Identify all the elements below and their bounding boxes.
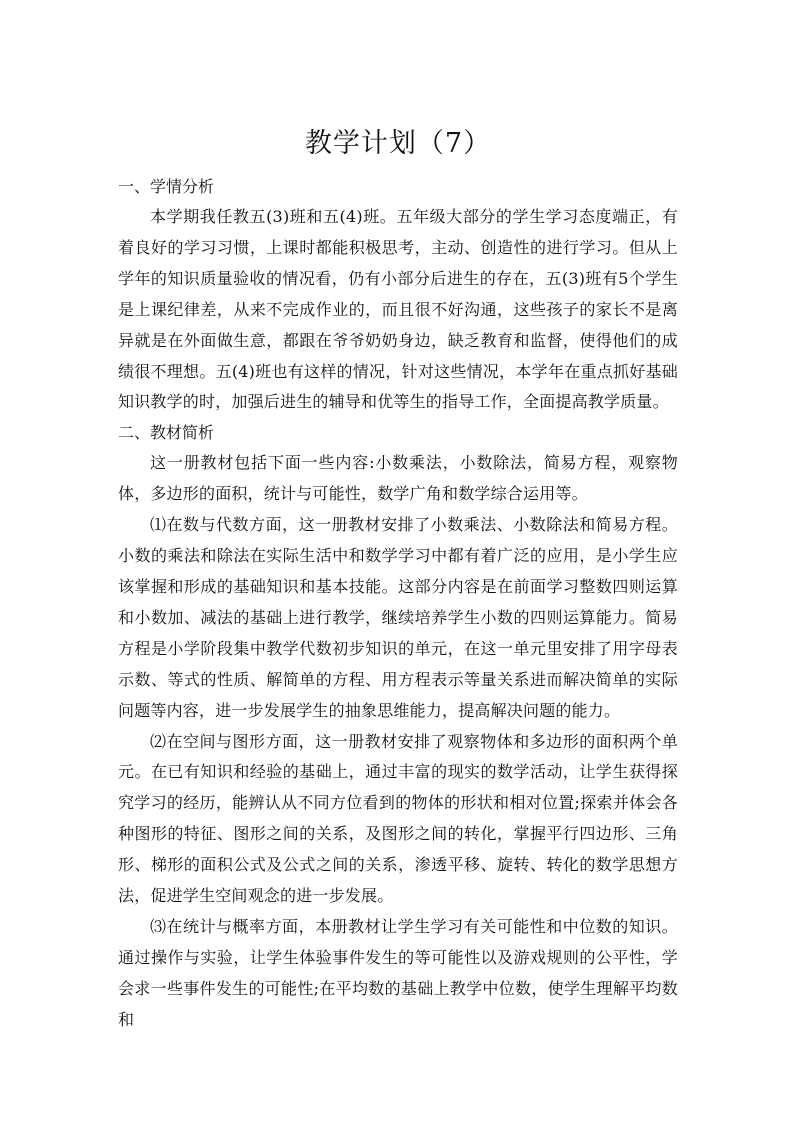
section-heading: 二、教材简析	[118, 423, 215, 443]
document-page	[118, 122, 678, 1036]
paragraph: ⑴在数与代数方面，这一册教材安排了小数乘法、小数除法和简易方程。小数的乘法和除法在实际生活中和数学学习中都有着广泛的应用，是小学生应该掌握和形成的基础知识和基本技能。这部分内容是在前面学习整数四则运算和小数加、减法的基础上进行教学，继续培养学生小数的四则运算能力。简易方程是小学阶段集中教学代数初步知识的单元，在这一单元里安排了用字母表示数、等式的性质、解简单的方程、用方程表示等量关系进而解决简单的实际问题等内容，进一步发展学生的抽象思维能力，提高解决问题的能力。	[118, 515, 678, 720]
paragraph: ⑵在空间与图形方面，这一册教材安排了观察物体和多边形的面积两个单元。在已有知识和经验的基础上，通过丰富的现实的数学活动，让学生获得探究学习的经历，能辨认从不同方位看到的物体的形状和相对位置;探索并体会各种图形的特征、图形之间的关系，及图形之间的转化，掌握平行四边形、三角形、梯形的面积公式及公式之间的关系，渗透平移、旋转、转化的数学思想方法，促进学生空间观念的进一步发展。	[118, 731, 678, 906]
section-heading: 一、学情分析	[118, 177, 215, 196]
section-textbook-analysis	[118, 418, 678, 1035]
section-learning-analysis	[118, 172, 678, 418]
paragraph: 这一册教材包括下面一些内容:小数乘法，小数除法，简易方程，观察物体，多边形的面积，统计与可能性，数学广角和数学综合运用等。	[118, 453, 678, 504]
paragraph: 本学期我任教五(3)班和五(4)班。五年级大部分的学生学习态度端正，有着良好的学习习惯，上课时都能积极思考，主动、创造性的进行学习。但从上学年的知识质量验收的情况看，仍有小部分后进生的存在，五(3)班有5个学生是上课纪律差，从来不完成作业的，而且很不好沟通，这些孩子的家长不是离异就是在外面做生意，都跟在爷爷奶奶身边，缺乏教育和监督，使得他们的成绩很不理想。五(4)班也有这样的情况，针对这些情况，本学年在重点抓好基础知识教学的时，加强后进生的辅导和优等生的指导工作，全面提高教学质量。	[118, 207, 678, 412]
paragraph: ⑶在统计与概率方面，本册教材让学生学习有关可能性和中位数的知识。通过操作与实验，让学生体验事件发生的等可能性以及游戏规则的公平性，学会求一些事件发生的可能性;在平均数的基础上教学中位数，使学生理解平均数和	[118, 916, 678, 1029]
document-title: 教学计划（7）	[304, 128, 492, 159]
